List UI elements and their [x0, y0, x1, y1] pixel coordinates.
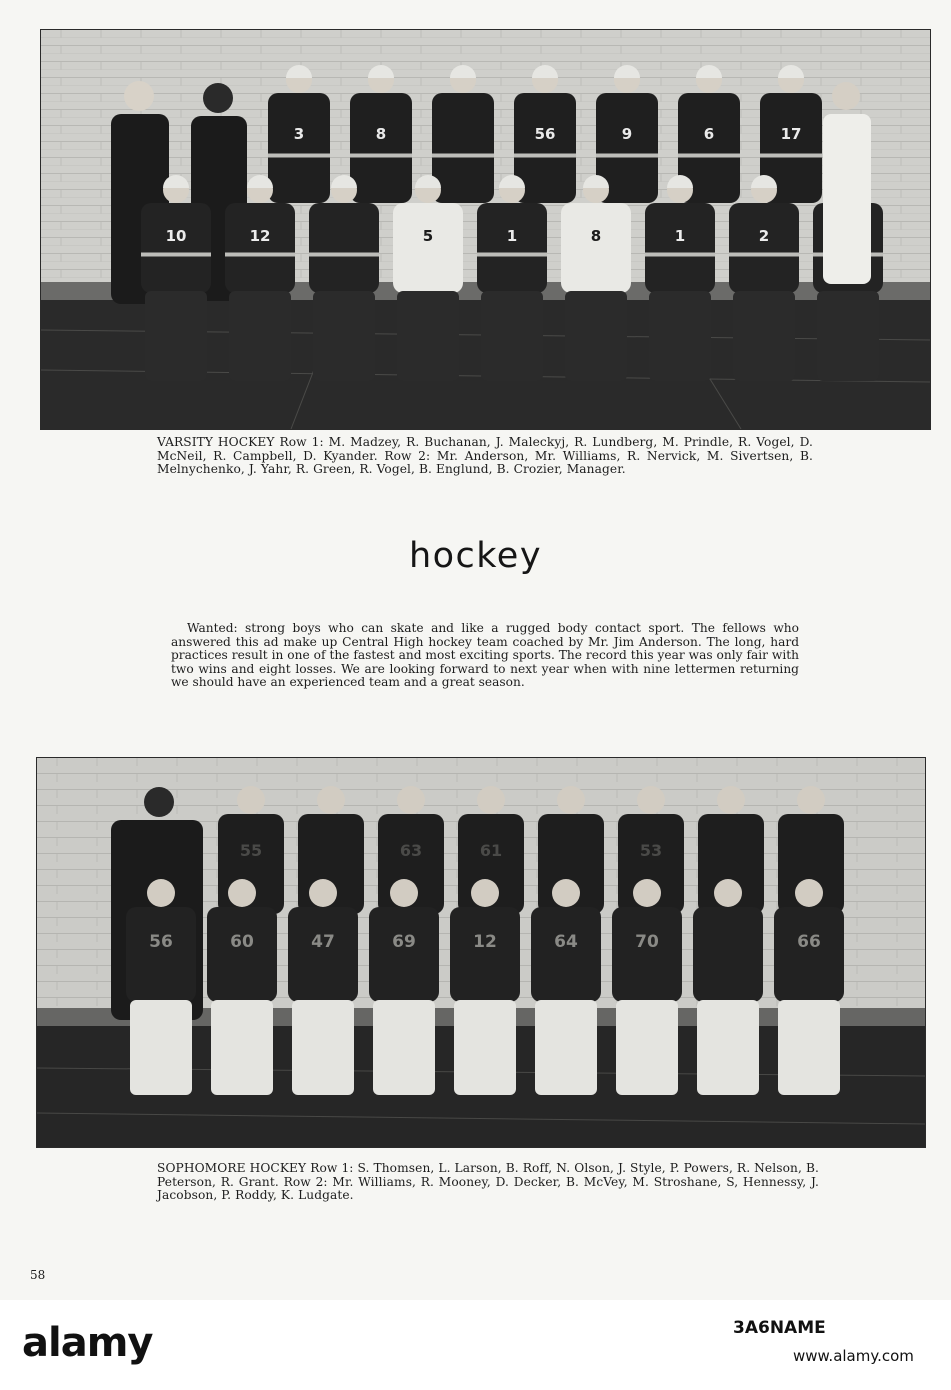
- varsity-front-row-player: [645, 175, 715, 381]
- varsity-caption: VARSITY HOCKEY Row 1: M. Madzey, R. Buchanan, J. Maleckyj, R. Lundberg, M. Prindle, R. Vogel, D. McNeil, R. Campbell, D. Kyander. Row 2: Mr. Anderson, Mr. Williams, R. Nervick, M. Sivertsen, B. Melnychenko, J. Yahr, R. Green, R. Vogel, B. Englund, B. Crozier, Manager.: [157, 435, 813, 477]
- page-number: 58: [30, 1268, 46, 1282]
- jersey-number: 2: [758, 226, 770, 245]
- sophomore-front-row-player: [612, 879, 682, 1095]
- varsity-front-row-player: [561, 175, 631, 381]
- jersey-number: 66: [797, 931, 821, 952]
- jersey-number: 17: [780, 125, 802, 144]
- jersey-number: 56: [149, 931, 173, 952]
- sophomore-front-row-player: [126, 879, 196, 1095]
- jersey-number: 56: [534, 125, 556, 144]
- varsity-front-row-player: [477, 175, 547, 381]
- sophomore-front-row: [126, 879, 844, 1095]
- jersey-number: 8: [590, 226, 602, 245]
- jersey-number: 47: [311, 931, 335, 952]
- jersey-number: 12: [473, 931, 497, 952]
- jersey-number: 12: [249, 226, 271, 245]
- varsity-team-photo: [40, 29, 931, 430]
- jersey-number: 10: [165, 226, 187, 245]
- jersey-number: 6: [703, 125, 715, 144]
- jersey-number: 53: [639, 841, 663, 860]
- varsity-front-row-player: [393, 175, 463, 381]
- varsity-front-row-player: [225, 175, 295, 381]
- sophomore-front-row-player: [207, 879, 277, 1095]
- varsity-front-row-player: [141, 175, 211, 381]
- sophomore-team-photo: [36, 757, 926, 1148]
- sophomore-front-row-player: [693, 879, 763, 1095]
- sophomore-front-row-player: [450, 879, 520, 1095]
- sophomore-front-row-player: [531, 879, 601, 1095]
- sophomore-front-row-player: [369, 879, 439, 1095]
- varsity-front-row-player: [729, 175, 799, 381]
- jersey-number: 9: [621, 125, 633, 144]
- jersey-number: 60: [230, 931, 254, 952]
- jersey-number: 1: [506, 226, 518, 245]
- jersey-number: 8: [375, 125, 387, 144]
- jersey-number: 5: [422, 226, 434, 245]
- jersey-number: 3: [293, 125, 305, 144]
- jersey-number: 64: [554, 931, 578, 952]
- varsity-front-row: [141, 175, 883, 381]
- sophomore-front-row-player: [288, 879, 358, 1095]
- jersey-number: 61: [479, 841, 503, 860]
- jersey-number: 70: [635, 931, 659, 952]
- stock-url: www.alamy.com: [793, 1347, 914, 1365]
- stock-logo: alamy: [22, 1320, 153, 1366]
- stock-image-id: 3A6NAME: [733, 1318, 826, 1338]
- jersey-number: 1: [674, 226, 686, 245]
- jersey-number: 55: [239, 841, 263, 860]
- article-paragraph: Wanted: strong boys who can skate and like a rugged body contact sport. The fellows who answered this ad make up Central High hockey team coached by Mr. Jim Anderson. The long, hard practices result in one of the fastest and most exciting sports. The record this year was only fair with two wins and eight losses. We are looking forward to next year when with nine lettermen returning we should have an experienced team and a great season.: [171, 621, 799, 690]
- page-title: hockey: [408, 536, 543, 576]
- varsity-front-row-player: [309, 175, 379, 381]
- jersey-number: 69: [392, 931, 416, 952]
- jersey-number: 63: [399, 841, 423, 860]
- sophomore-front-row-player: [774, 879, 844, 1095]
- sophomore-caption: SOPHOMORE HOCKEY Row 1: S. Thomsen, L. Larson, B. Roff, N. Olson, J. Style, P. Powers, R. Nelson, B. Peterson, R. Grant. Row 2: Mr. Williams, R. Mooney, D. Decker, B. McVey, M. Stroshane, S, Hennessy, J. Jacobson, P. Roddy, K. Ludgate.: [157, 1161, 819, 1203]
